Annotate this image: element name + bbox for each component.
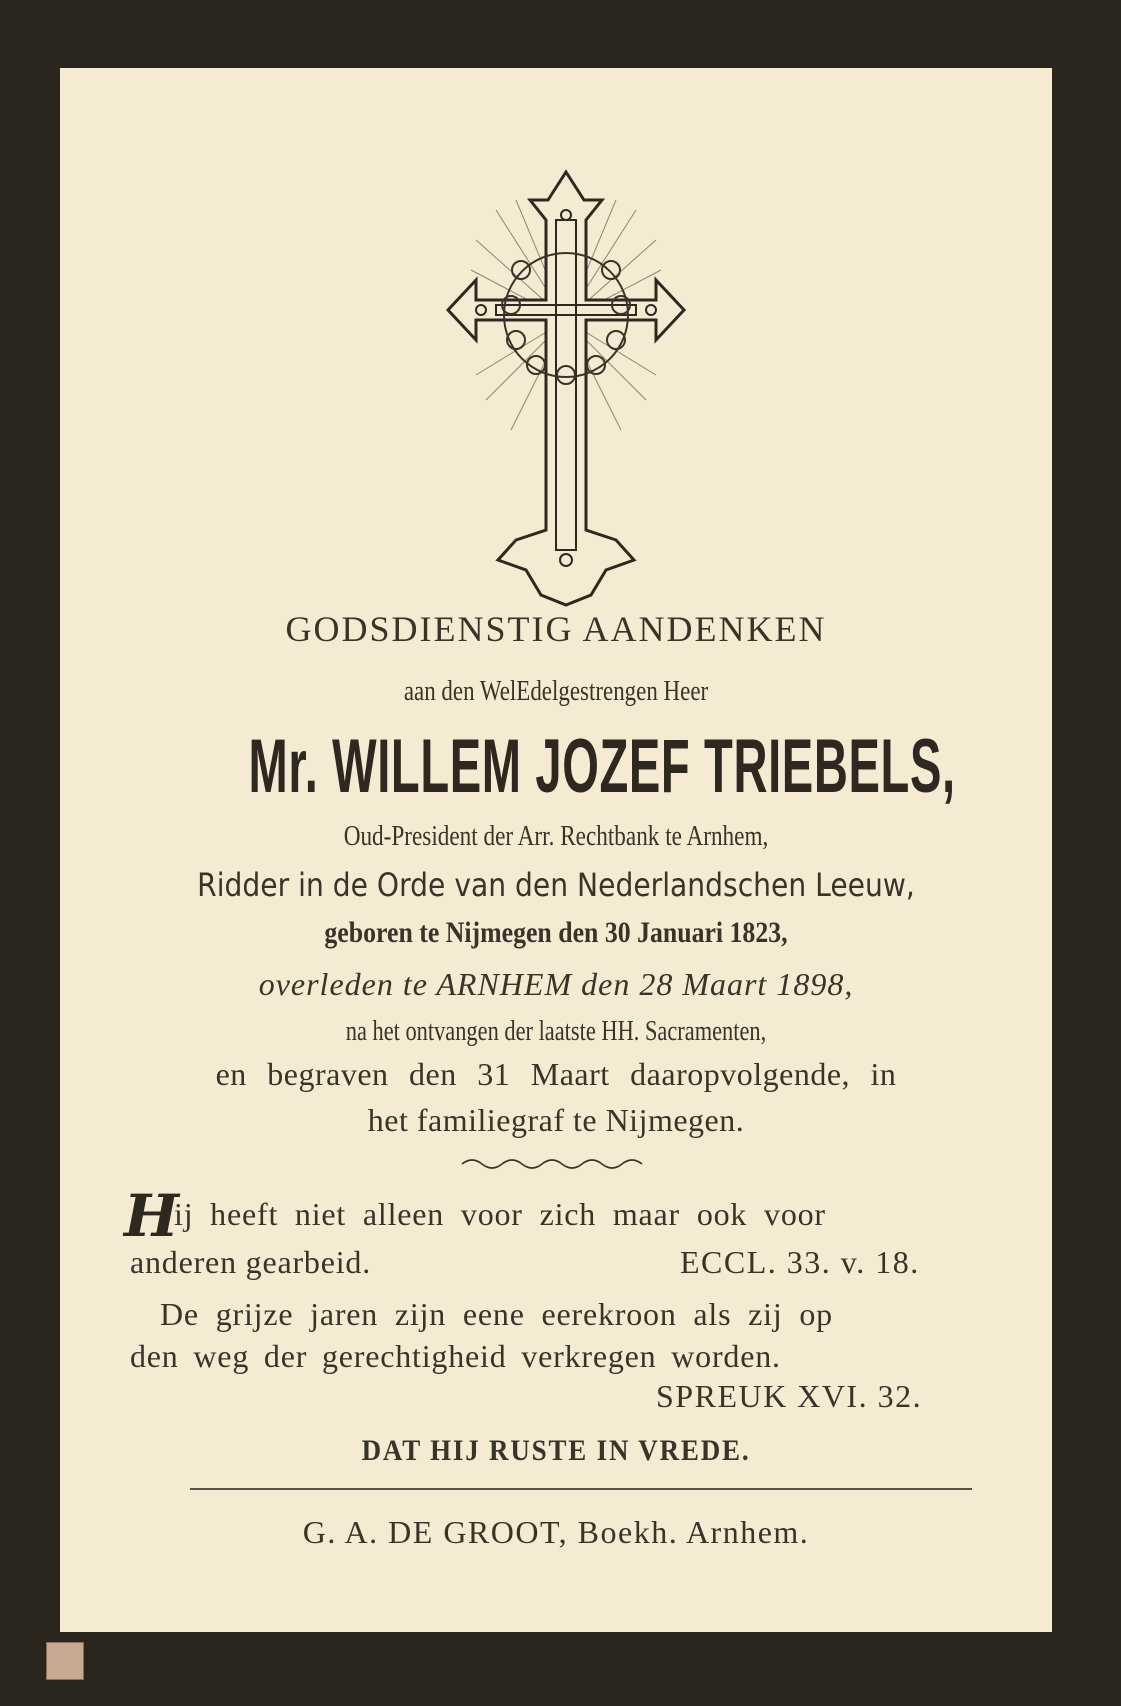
card-paper xyxy=(60,68,1052,1632)
birth-line: geboren te Nijmegen den 30 Januari 1823, xyxy=(324,916,788,949)
grave-line: het familiegraf te Nijmegen. xyxy=(367,1102,745,1138)
quote1-line1: ij heeft niet alleen voor zich maar ook voor xyxy=(174,1196,826,1232)
divider-rule xyxy=(190,1488,972,1490)
burial-line: en begraven den 31 Maart daaropvolgende, in xyxy=(215,1056,897,1092)
quote2-reference: SPREUK XVI. 32. xyxy=(656,1378,923,1414)
archive-stamp-icon xyxy=(46,1642,84,1680)
printer-credit: G. A. DE GROOT, Boekh. Arnhem. xyxy=(302,1514,810,1550)
quote2-line2: den weg der gerechtigheid verkregen worden. xyxy=(130,1338,781,1374)
card-title: GODSDIENSTIG AANDENKEN xyxy=(285,609,827,649)
position-line: Oud-President der Arr. Rechtbank te Arnhem, xyxy=(343,820,769,852)
quote1-line2: anderen gearbeid. xyxy=(130,1244,372,1280)
ornamental-cross-icon xyxy=(416,160,716,610)
deceased-name: Mr. WILLEM JOZEF TRIEBELS, xyxy=(248,724,956,809)
honor-line: Ridder in de Orde van den Nederlandschen Leeuw, xyxy=(197,866,915,904)
sacraments-line: na het ontvangen der laatste HH. Sacramenten, xyxy=(345,1016,767,1047)
wave-divider-icon xyxy=(460,1154,650,1174)
quote1-reference: ECCL. 33. v. 18. xyxy=(680,1244,920,1280)
quote-dropcap: H xyxy=(124,1182,179,1250)
closing-blessing: DAT HIJ RUSTE IN VREDE. xyxy=(361,1434,751,1467)
death-line: overleden te ARNHEM den 28 Maart 1898, xyxy=(258,966,854,1002)
card-subtitle: aan den WelEdelgestrengen Heer xyxy=(403,676,709,707)
quote2-line1: De grijze jaren zijn eene eerekroon als zij op xyxy=(160,1296,833,1332)
